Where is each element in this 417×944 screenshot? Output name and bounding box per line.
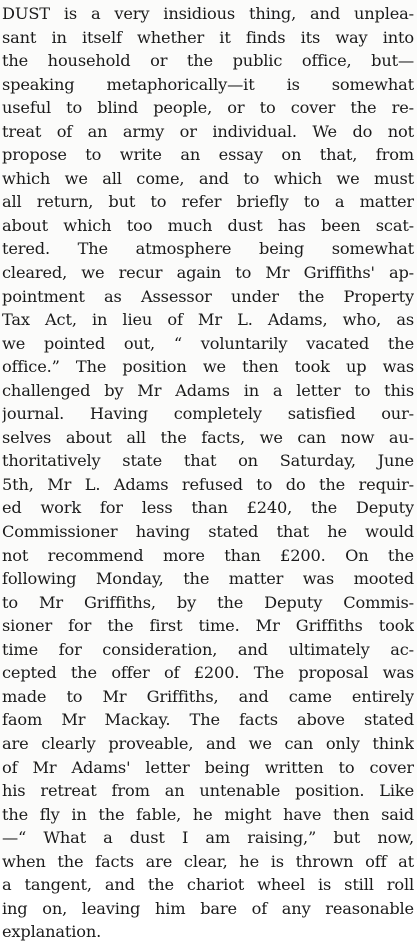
article-line: following Monday, the matter was mooted: [2, 569, 414, 589]
article-line: DUST is a very insidious thing, and unplea-: [2, 4, 414, 23]
article-line: selves about all the facts, we can now au-: [2, 427, 414, 447]
article-line: sant in itself whether it finds its way into: [2, 27, 414, 47]
article-line: the fly in the fable, he might have then said: [2, 804, 414, 824]
article-line: not recommend more than £200. On the: [2, 545, 414, 565]
article-line: explanation.: [2, 922, 102, 942]
article-line: challenged by Mr Adams in a letter to this: [2, 380, 414, 400]
article-line: which we all come, and to which we must: [2, 168, 414, 188]
article-line: cepted the offer of £200. The proposal was: [2, 663, 414, 683]
article-line: useful to blind people, or to cover the re-: [2, 98, 414, 118]
article-line: Tax Act, in lieu of Mr L. Adams, who, as: [2, 310, 414, 330]
article-line: 5th, Mr L. Adams refused to do the requir-: [2, 474, 414, 494]
article-line: ing on, leaving him bare of any reasonable: [2, 898, 414, 918]
article-line: journal. Having completely satisfied our-: [2, 404, 414, 424]
article-line: treat of an army or individual. We do not: [2, 121, 414, 141]
article-line: are clearly proveable, and we can only think: [2, 733, 414, 753]
article-column: [2, 2, 414, 944]
article-line: pointment as Assessor under the Property: [2, 286, 414, 306]
article-line: the household or the public office, but—: [2, 51, 414, 71]
article-line: speaking metaphorically—it is somewhat: [2, 74, 414, 94]
article-line: time for consideration, and ultimately ac-: [2, 639, 414, 659]
article-line: we pointed out, “ voluntarily vacated the: [2, 333, 414, 353]
article-line: his retreat from an untenable position. Like: [2, 781, 414, 801]
article-line: about which too much dust has been scat-: [2, 215, 414, 235]
article-line: made to Mr Griffiths, and came entirely: [2, 686, 414, 706]
article-line: a tangent, and the chariot wheel is still roll: [2, 875, 414, 895]
article-line: propose to write an essay on that, from: [2, 145, 414, 165]
article-line: when the facts are clear, he is thrown off at: [2, 851, 414, 871]
article-line: tered. The atmosphere being somewhat: [2, 239, 414, 259]
article-line: ed work for less than £240, the Deputy: [2, 498, 414, 518]
article-line: of Mr Adams' letter being written to cover: [2, 757, 414, 777]
article-line: all return, but to refer briefly to a matter: [2, 192, 414, 212]
article-line: Commissioner having stated that he would: [2, 522, 414, 542]
article-line: office.” The position we then took up was: [2, 357, 414, 377]
article-line: —“ What a dust I am raising,” but now,: [2, 828, 414, 848]
article-line: faom Mr Mackay. The facts above stated: [2, 710, 414, 730]
article-line: cleared, we recur again to Mr Griffiths' ap-: [2, 263, 414, 283]
article-line: sioner for the first time. Mr Griffiths took: [2, 616, 414, 636]
article-line: thoritatively state that on Saturday, June: [2, 451, 414, 471]
article-line: to Mr Griffiths, by the Deputy Commis-: [2, 592, 414, 612]
